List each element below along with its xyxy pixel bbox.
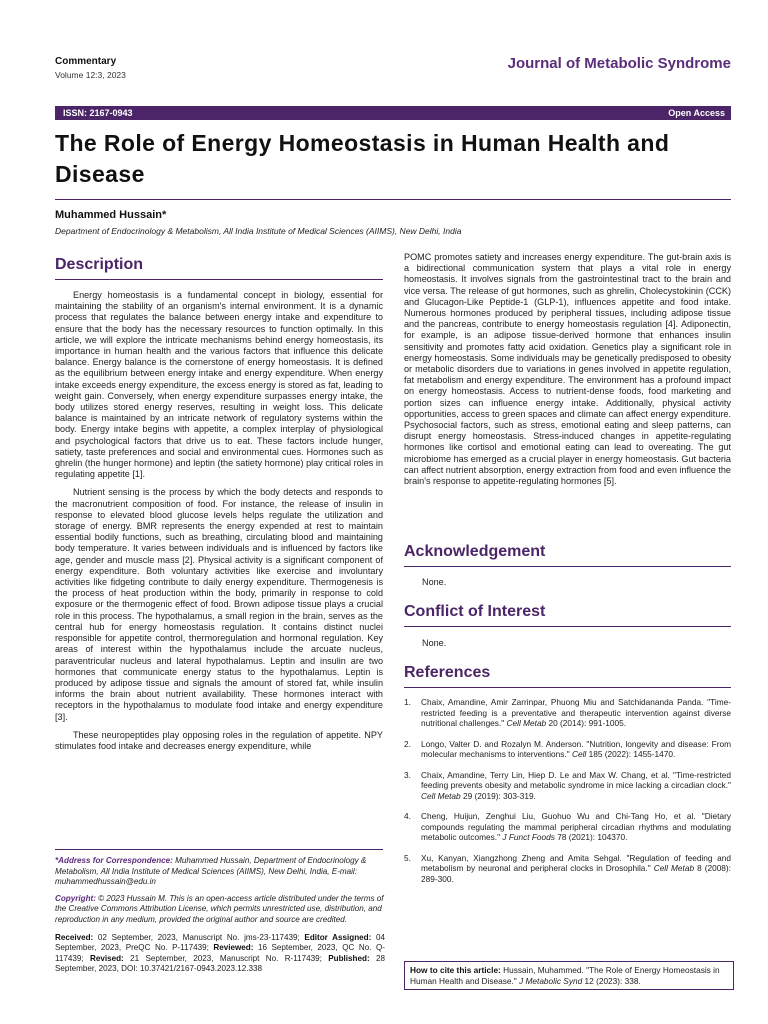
reference-number: 2. (404, 738, 411, 749)
author-affiliation: Department of Endocrinology & Metabolism, All India Institute of Medical Sciences (AIIMS), New Delhi, India (55, 226, 462, 236)
reference-item (404, 739, 731, 760)
issn: ISSN: 2167-0943 (63, 108, 133, 118)
article-type: Commentary (55, 56, 117, 67)
copyright-note (55, 894, 385, 926)
acknowledgement-section-header (404, 543, 731, 567)
editor-assigned-text: 04 September, 2023, PreQC No. P-117439; (55, 932, 385, 953)
correspondence-text: Muhammed Hussain, Department of Endocrinology & Metabolism, All India Institute of Medical Sciences (AIIMS), New Delhi, India, E-mail: muhammedhussain@edu.in (55, 856, 367, 887)
section-divider (55, 279, 383, 280)
reference-number: 4. (404, 811, 411, 821)
reference-journal: Cell Metab (506, 718, 547, 728)
references-heading: References (404, 664, 491, 681)
reference-journal: Cell (571, 749, 587, 759)
description-continuation (404, 252, 731, 494)
reference-item (404, 811, 731, 843)
description-body (55, 290, 383, 759)
reference-text: Chaix, Amandine, Terry Lin, Hiep D. Le and Max W. Chang, et al. "Time-restricted feeding prevents obesity and metabolic syndrome in mice lacking a circadian clock." (421, 769, 731, 790)
body-paragraph: Nutrient sensing is the process by which the body detects and responds to the macronutrient composition of food. For instance, the release of insulin in response to elevated blood glucose levels helps regulate the utilization and storage of energy. BMR represents the energy expended at rest to maintain essential bodily functions, such as breathing, circulating blood and maintaining body temperature. It varies between individuals and is influenced by factors like age, gender and muscle mass [2]. Physical activity is a significant component of energy expenditure. Both voluntary activities like exercise and involuntary activities like fidgeting contribute to daily energy expenditure. Thermogenesis is the process of heat production within the body, primarily in response to cold exposure or the thermogenic effect of food. Brown adipose tissue plays a crucial role in this process. The hypothalamus, a small region in the brain, serves as the central hub for energy homeostasis regulation. It contains distinct nuclei responsible for appetite control, thermoregulation and hormonal regulation. Key areas of interest within the hypothalamus include the arcuate nucleus, paraventricular nucleus and lateral hypothalamus. Leptin and insulin are two hormones that communicate energy status to the hypothalamus. Leptin is produced by adipose tissue and signals the amount of stored fat, while insulin informs the brain about nutrient availability. These hormones interact with receptors in the hypothalamus to modulate food intake and energy expenditure [3]. (55, 487, 383, 722)
references-section-header (404, 664, 731, 688)
reference-number: 1. (404, 697, 411, 707)
conflict-section-header (404, 603, 731, 627)
reference-item (404, 770, 731, 802)
citation-box (404, 961, 734, 990)
citation-tail: 12 (2023): 338. (584, 975, 641, 986)
section-divider (404, 566, 731, 567)
reference-tail: 20 (2014): 991-1005. (548, 718, 626, 728)
issn-bar (55, 106, 731, 120)
reference-tail: 78 (2021): 104370. (557, 832, 628, 842)
author-name: Muhammed Hussain* (55, 209, 167, 221)
received-label: Received: (55, 932, 94, 942)
editor-assigned-label: Editor Assigned: (304, 932, 372, 942)
reviewed-label: Reviewed: (213, 943, 254, 953)
body-paragraph: POMC promotes satiety and increases energy expenditure. The gut-brain axis is a bidirectional communication system that plays a vital role in energy homeostasis. It involves signals from the gastrointestinal tract to the brain and vice versa. The release of gut hormones, such as ghrelin, Cholecystokinin (CCK) and Glucagon-Like Peptide-1 (GLP-1), influences appetite and food intake. Numerous hormones produced by peripheral tissues, including adipose tissue and the pancreas, contribute to energy homeostasis regulation [4]. Adiponectin, for example, is an adipose tissue-derived hormone that enhances insulin sensitivity and promotes fatty acid oxidation. Genetics play a significant role in energy homeostasis. Some individuals may be genetically predisposed to obesity or metabolic disorders due to variations in genes involved in appetite regulation, fat metabolism and energy expenditure. The environment has a profound impact on energy homeostasis. Access to nutrient-dense foods, food marketing and portion sizes can influence energy intake. Additionally, physical activity opportunities, access to green spaces and climate can affect energy expenditure. Psychosocial factors, such as stress, emotional eating and sleep patterns, can disrupt energy homeostasis. Stress-induced changes in appetite-regulating hormones like cortisol and emotional eating can lead to overeating. The gut microbiome has emerged as a crucial player in energy homeostasis. Gut bacteria can affect nutrient absorption, energy extraction from food and even influence the brain's response to appetite-regulating hormones [5]. (404, 252, 731, 487)
revised-label: Revised: (90, 953, 124, 963)
reference-number: 5. (404, 852, 411, 863)
conflict-text: None. (422, 638, 447, 648)
citation-text: Hussain, Muhammed. "The Role of Energy Homeostasis in Human Health and Disease." (410, 965, 720, 986)
reference-tail: 185 (2022): 1455-1470. (588, 749, 676, 759)
description-section-header (55, 256, 383, 280)
volume-info: Volume 12:3, 2023 (55, 70, 126, 80)
body-paragraph: Energy homeostasis is a fundamental concept in biology, essential for maintaining the stability of an organism's internal environment. It is a dynamic process that regulates the balance between energy intake and expenditure to ensure that the body has the necessary resources to function optimally. In this article, we will explore the intricate mechanisms behind energy homeostasis, its importance in human health and the various factors that influence this delicate balance. Energy balance is the cornerstone of energy homeostasis. It is defined as the equilibrium between energy intake and energy expenditure. When energy intake exceeds energy expenditure, the excess energy is stored as fat, leading to weight gain. Conversely, when energy expenditure surpasses energy intake, the body utilizes stored energy reserves, resulting in weight loss. This delicate balance is maintained by an intricate network of regulatory systems within the body. Energy intake begins with appetite, a complex interplay of physiological and psychological factors that drive us to eat. These factors include hunger, satiety, taste preferences and social and environmental cues. Hormones such as ghrelin (the hunger hormone) and leptin (the satiety hormone) play critical roles in regulating appetite [1]. (55, 290, 383, 480)
body-paragraph: These neuropeptides play opposing roles in the regulation of appetite. NPY stimulates food intake and decreases energy expenditure, while (55, 729, 383, 751)
conflict-heading: Conflict of Interest (404, 603, 546, 620)
published-label: Published: (328, 953, 370, 963)
received-text: 02 September, 2023, Manuscript No. jms-23-117439; (97, 932, 300, 942)
copyright-label: Copyright: (55, 893, 96, 903)
journal-name: Journal of Metabolic Syndrome (507, 55, 731, 72)
acknowledgement-heading: Acknowledgement (404, 543, 546, 560)
reference-item (404, 853, 731, 885)
title-divider (55, 199, 731, 200)
reference-text: Longo, Valter D. and Rozalyn M. Anderson. "Nutrition, longevity and disease: From molecular mechanisms to interventions." (421, 738, 731, 759)
reference-text: Xu, Kanyan, Xiangzhong Zheng and Amita Sehgal. "Regulation of feeding and metabolism by neuronal and peripheral clocks in Drosophila." (421, 852, 731, 873)
correspondence-label: *Address for Correspondence: (55, 856, 173, 865)
footnote-divider (55, 849, 383, 850)
open-access-label: Open Access (668, 108, 725, 118)
reference-text: Chaix, Amandine, Amir Zarrinpar, Phuong Miu and Satchidananda Panda. "Time-restricted feeding is a preventative and therapeutic intervention against diverse nutritional challenges." (421, 697, 731, 728)
reference-journal: J Funct Foods (502, 832, 555, 842)
reference-tail: 8 (2008): 289-300. (421, 863, 731, 884)
reference-journal: Cell Metab (653, 863, 695, 873)
description-heading: Description (55, 256, 144, 273)
article-title: The Role of Energy Homeostasis in Human Health and Disease (55, 130, 670, 187)
reference-tail: 29 (2019): 303-319. (462, 790, 536, 801)
copyright-text: © 2023 Hussain M. This is an open-access article distributed under the terms of the Creative Commons Attribution License, which permits unrestricted use, distribution, and reproduction in any medium, provided the original author and source are credited. (55, 893, 384, 924)
reference-item (404, 697, 731, 729)
reference-text: Cheng, Huijun, Zenghui Liu, Guohuo Wu and Chi-Tang Ho, et al. "Dietary compounds regulating the mammal peripheral circadian rhythms and modulating metabolic outcomes." (421, 811, 731, 842)
published-text: 28 September, 2023, DOI: 10.37421/2167-0943.2023.12.338 (55, 953, 386, 974)
reference-list (404, 697, 731, 894)
header-left (55, 56, 126, 80)
article-dates (55, 933, 385, 975)
section-divider (404, 687, 731, 688)
reference-journal: Cell Metab (421, 790, 461, 801)
citation-label: How to cite this article: (410, 965, 501, 975)
acknowledgement-text: None. (422, 577, 447, 587)
revised-text: 21 September, 2023, Manuscript No. R-117439; (130, 953, 322, 963)
footnotes (55, 856, 385, 975)
section-divider (404, 626, 731, 627)
reference-number: 3. (404, 769, 411, 780)
citation-journal: J Metabolic Synd (519, 975, 583, 986)
reviewed-text: 16 September, 2023, QC No. Q-117439; (55, 943, 385, 963)
correspondence-note (55, 856, 385, 888)
